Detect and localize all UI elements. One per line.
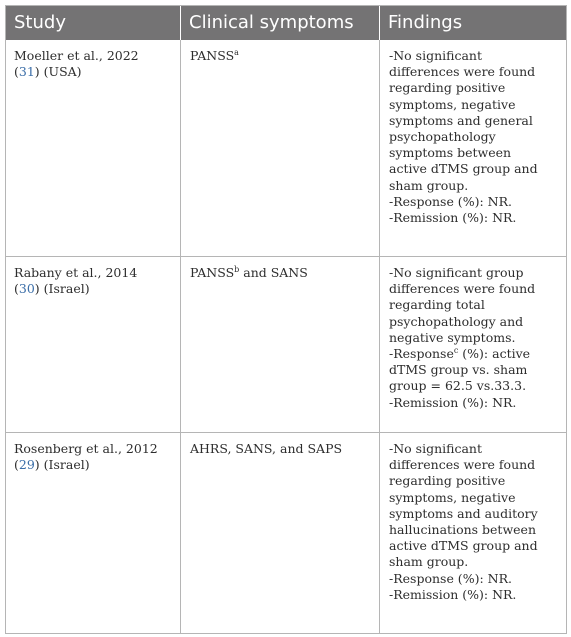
finding-line: -Response (%): NR. [389, 193, 512, 209]
header-findings: Findings [388, 12, 463, 33]
finding-line: psychopathology [389, 129, 496, 145]
finding-line: active dTMS group and [389, 161, 538, 177]
footnote-marker: a [234, 47, 239, 57]
symptom-scale: AHRS, SANS, and SAPS [190, 441, 343, 456]
study-citation: Rabany et al., 2014 [14, 265, 138, 280]
footnote-marker: c [453, 345, 459, 355]
finding-line: -No significant [389, 441, 482, 456]
study-country: (Israel) [43, 281, 90, 297]
table-row-findings-cell [389, 441, 564, 603]
finding-line: -Response (%): NR. [389, 570, 512, 586]
finding-line: symptoms between [389, 145, 512, 161]
finding-line: sham group. [389, 554, 469, 570]
finding-line: regarding total [389, 297, 485, 313]
column-divider [379, 40, 380, 633]
finding-line: symptoms, negative [389, 489, 516, 505]
column-divider [180, 40, 181, 633]
header-study: Study [14, 12, 66, 33]
table-row-symptoms-cell [190, 48, 375, 64]
study-country: (USA) [43, 64, 82, 80]
finding-line: sham group. [389, 177, 469, 193]
finding-line: regarding positive [389, 80, 506, 96]
finding-line: -Remission (%): NR. [389, 586, 517, 602]
finding-line: group = 62.5 vs.33.3. [389, 378, 527, 394]
finding-line: differences were found [389, 64, 536, 80]
study-citation: Rosenberg et al., 2012 [14, 441, 158, 456]
findings-table [5, 5, 567, 634]
row-divider [6, 256, 566, 257]
finding-line: active dTMS group and [389, 538, 538, 554]
study-citation: Moeller et al., 2022 [14, 48, 139, 63]
finding-line: -Remission (%): NR. [389, 394, 517, 410]
symptom-scale: PANSS [190, 265, 235, 280]
row-divider [6, 432, 566, 433]
symptom-scale: PANSS [190, 48, 235, 63]
finding-line: symptoms and general [389, 112, 533, 128]
table-row-study-cell: Moeller et al., 2022 (31) (USA) [14, 48, 179, 80]
table-header [6, 6, 566, 40]
finding-line: psychopathology and [389, 313, 524, 329]
reference-link[interactable]: 30 [18, 281, 35, 297]
reference-link[interactable]: 29 [18, 457, 35, 473]
table-row-findings-cell [389, 48, 564, 226]
response-label: -Response [389, 346, 454, 362]
finding-line: dTMS group vs. sham [389, 362, 528, 378]
finding-line: -No significant [389, 48, 482, 63]
table-row-symptoms-cell [190, 265, 375, 281]
finding-line: negative symptoms. [389, 329, 516, 345]
table-row-findings-cell [389, 265, 564, 411]
finding-line: differences were found [389, 281, 536, 297]
table-row-study-cell: Rabany et al., 2014 (30) (Israel) [14, 265, 179, 297]
finding-line: -No significant group [389, 265, 524, 280]
finding-line: regarding positive [389, 473, 506, 489]
finding-line: symptoms and auditory [389, 505, 538, 521]
table-row-symptoms-cell [190, 441, 375, 457]
finding-line-response [389, 346, 564, 362]
footnote-marker: b [234, 264, 240, 274]
header-clinical-symptoms: Clinical symptoms [189, 12, 354, 33]
finding-line: -Remission (%): NR. [389, 210, 517, 226]
response-text: (%): active [458, 346, 531, 362]
finding-line: differences were found [389, 457, 536, 473]
finding-line: symptoms, negative [389, 96, 516, 112]
table-row-study-cell: Rosenberg et al., 2012 (29) (Israel) [14, 441, 179, 473]
study-country: (Israel) [43, 457, 90, 473]
reference-link[interactable]: 31 [18, 64, 35, 80]
symptom-scale-extra: and SANS [239, 265, 308, 280]
finding-line: hallucinations between [389, 522, 537, 538]
